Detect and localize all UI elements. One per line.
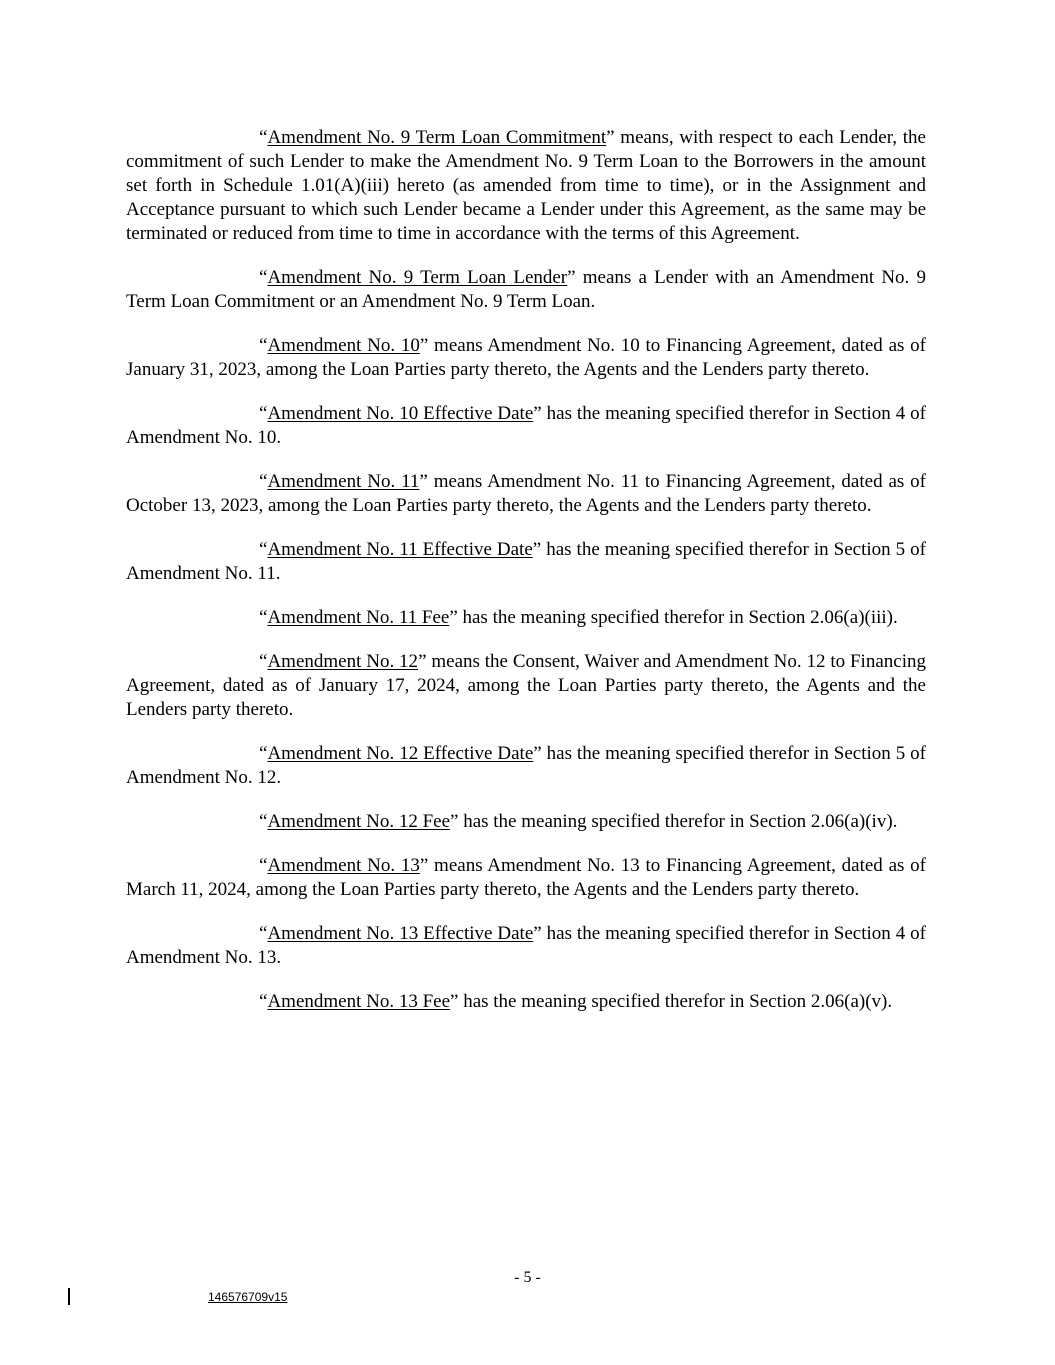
definition-paragraph: [126, 334, 926, 382]
open-quote: “: [259, 811, 268, 832]
open-quote: “: [259, 267, 268, 288]
defined-term: Amendment No. 11 Effective Date: [267, 539, 533, 560]
definition-text: ” means, with respect to each Lender, the commitment of such Lender to make the Amendment No. 9 Term Loan to the Borrowers in the amount set forth in Schedule 1.01(A)(iii) hereto (as amended from time to time), or in the Assignment and Acceptance pursuant to which such Lender became a Lender under this Agreement, as the same may be terminated or reduced from time to time in accordance with the terms of this Agreement.: [126, 127, 926, 244]
defined-term: Amendment No. 13: [267, 855, 420, 876]
definition-text: ” has the meaning specified therefor in Section 2.06(a)(iii).: [449, 607, 898, 628]
definition-text: ” has the meaning specified therefor in Section 2.06(a)(iv).: [450, 811, 898, 832]
defined-term: Amendment No. 11: [267, 471, 420, 492]
revision-bar: [68, 1288, 70, 1305]
defined-term: Amendment No. 12: [267, 651, 419, 672]
open-quote: “: [259, 651, 268, 672]
definition-text: ” has the meaning specified therefor in Section 2.06(a)(v).: [450, 991, 893, 1012]
defined-term: Amendment No. 12 Effective Date: [267, 743, 534, 764]
definition-paragraph: [126, 810, 926, 834]
definition-paragraph: [126, 922, 926, 970]
open-quote: “: [259, 855, 268, 876]
definition-text: ” has the meaning specified therefor in Section 5 of Amendment No. 12.: [126, 743, 926, 788]
defined-term: Amendment No. 10 Effective Date: [267, 403, 534, 424]
open-quote: “: [259, 743, 268, 764]
open-quote: “: [259, 471, 268, 492]
definition-paragraph: [126, 650, 926, 722]
defined-term: Amendment No. 13 Effective Date: [267, 923, 534, 944]
defined-term: Amendment No. 13 Fee: [267, 991, 451, 1012]
definition-paragraph: [126, 470, 926, 518]
open-quote: “: [259, 539, 268, 560]
definition-text: ” means Amendment No. 11 to Financing Agreement, dated as of October 13, 2023, among the Loan Parties party thereto, the Agents and the Lenders party thereto.: [126, 471, 926, 516]
open-quote: “: [259, 923, 268, 944]
definition-text: ” means the Consent, Waiver and Amendment No. 12 to Financing Agreement, dated as of January 17, 2024, among the Loan Parties party thereto, the Agents and the Lenders party thereto.: [126, 651, 926, 720]
definition-text: ” means Amendment No. 10 to Financing Agreement, dated as of January 31, 2023, among the Loan Parties party thereto, the Agents and the Lenders party thereto.: [126, 335, 926, 380]
defined-term: Amendment No. 10: [267, 335, 420, 356]
open-quote: “: [259, 335, 268, 356]
defined-term: Amendment No. 9 Term Loan Commitment: [267, 127, 607, 148]
definition-text: ” means Amendment No. 13 to Financing Agreement, dated as of March 11, 2024, among the Loan Parties party thereto, the Agents and the Lenders party thereto.: [126, 855, 926, 900]
definitions-section: [126, 126, 926, 1034]
definition-text: ” has the meaning specified therefor in Section 4 of Amendment No. 13.: [126, 923, 926, 968]
definition-text: ” has the meaning specified therefor in Section 5 of Amendment No. 11.: [126, 539, 926, 584]
open-quote: “: [259, 403, 268, 424]
definition-text: ” means a Lender with an Amendment No. 9 Term Loan Commitment or an Amendment No. 9 Term Loan.: [126, 267, 926, 312]
definition-paragraph: [126, 266, 926, 314]
open-quote: “: [259, 127, 268, 148]
document-id: 146576709v15: [208, 1290, 288, 1304]
definition-text: ” has the meaning specified therefor in Section 4 of Amendment No. 10.: [126, 403, 926, 448]
page-number: - 5 -: [514, 1269, 541, 1286]
defined-term: Amendment No. 9 Term Loan Lender: [267, 267, 568, 288]
definition-paragraph: [126, 538, 926, 586]
definition-paragraph: [126, 854, 926, 902]
definition-paragraph: [126, 990, 926, 1014]
definition-paragraph: [126, 742, 926, 790]
defined-term: Amendment No. 11 Fee: [267, 607, 450, 628]
open-quote: “: [259, 607, 268, 628]
definition-paragraph: [126, 402, 926, 450]
open-quote: “: [259, 991, 268, 1012]
definition-paragraph: [126, 606, 926, 630]
definition-paragraph: [126, 126, 926, 246]
defined-term: Amendment No. 12 Fee: [267, 811, 451, 832]
